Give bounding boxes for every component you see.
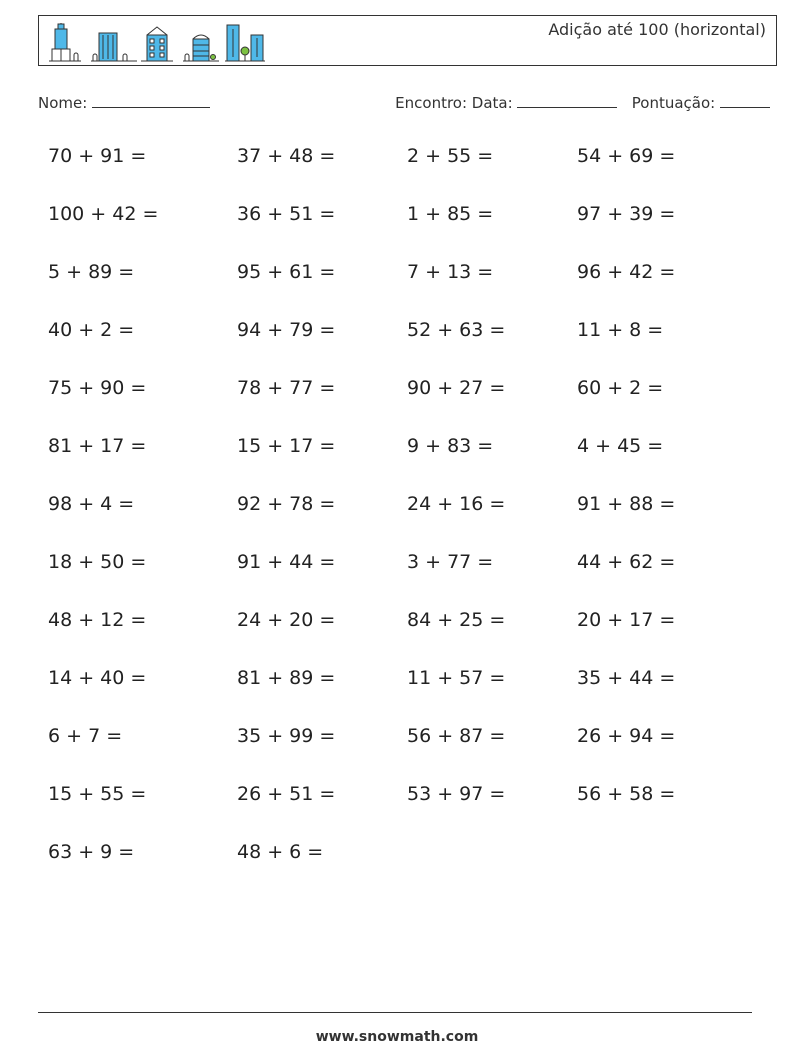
addition-problem: 35 + 44 =: [577, 667, 676, 689]
addition-problem: 3 + 77 =: [407, 551, 494, 573]
score-blank[interactable]: [720, 93, 770, 108]
addition-problem: 35 + 99 =: [237, 725, 336, 747]
addition-problem: 2 + 55 =: [407, 145, 494, 167]
footer-website: www.snowmath.com: [315, 1029, 479, 1045]
addition-problem: 36 + 51 =: [237, 203, 336, 225]
addition-problem: 94 + 79 =: [237, 319, 336, 341]
worksheet-header: [38, 15, 777, 66]
addition-problem: 56 + 58 =: [577, 783, 676, 805]
addition-problem: 56 + 87 =: [407, 725, 506, 747]
addition-problem: 26 + 94 =: [577, 725, 676, 747]
addition-problem: 97 + 39 =: [577, 203, 676, 225]
name-blank[interactable]: [92, 93, 210, 108]
addition-problem: 53 + 97 =: [407, 783, 506, 805]
addition-problem: 96 + 42 =: [577, 261, 676, 283]
name-label: Nome:: [38, 94, 88, 112]
addition-problem: 24 + 16 =: [407, 493, 506, 515]
addition-problem: 48 + 12 =: [48, 609, 147, 631]
addition-problem: 6 + 7 =: [48, 725, 123, 747]
name-field: [38, 93, 210, 112]
addition-problem: 60 + 2 =: [577, 377, 664, 399]
addition-problem: 100 + 42 =: [48, 203, 159, 225]
buildings-icon: [47, 23, 267, 63]
addition-problem: 15 + 55 =: [48, 783, 147, 805]
addition-problem: 81 + 17 =: [48, 435, 147, 457]
addition-problem: 24 + 20 =: [237, 609, 336, 631]
addition-problem: 91 + 44 =: [237, 551, 336, 573]
addition-problem: 9 + 83 =: [407, 435, 494, 457]
addition-problem: 5 + 89 =: [48, 261, 135, 283]
addition-problem: 37 + 48 =: [237, 145, 336, 167]
addition-problem: 11 + 57 =: [407, 667, 506, 689]
addition-problem: 78 + 77 =: [237, 377, 336, 399]
addition-problem: 18 + 50 =: [48, 551, 147, 573]
worksheet-title: Adição até 100 (horizontal): [548, 20, 766, 39]
addition-problem: 15 + 17 =: [237, 435, 336, 457]
addition-problem: 98 + 4 =: [48, 493, 135, 515]
addition-problem: 44 + 62 =: [577, 551, 676, 573]
addition-problem: 54 + 69 =: [577, 145, 676, 167]
score-label: Pontuação:: [631, 94, 716, 112]
addition-problem: 91 + 88 =: [577, 493, 676, 515]
addition-problem: 7 + 13 =: [407, 261, 494, 283]
addition-problem: 63 + 9 =: [48, 841, 135, 863]
footer-divider: [38, 1012, 752, 1013]
addition-problem: 90 + 27 =: [407, 377, 506, 399]
addition-problem: 20 + 17 =: [577, 609, 676, 631]
addition-problem: 40 + 2 =: [48, 319, 135, 341]
addition-problem: 95 + 61 =: [237, 261, 336, 283]
addition-problem: 52 + 63 =: [407, 319, 506, 341]
addition-problem: 11 + 8 =: [577, 319, 664, 341]
addition-problem: 26 + 51 =: [237, 783, 336, 805]
date-blank[interactable]: [517, 93, 617, 108]
addition-problem: 4 + 45 =: [577, 435, 664, 457]
student-info-row: [38, 93, 770, 115]
addition-problem: 14 + 40 =: [48, 667, 147, 689]
addition-problem: 81 + 89 =: [237, 667, 336, 689]
addition-problem: 92 + 78 =: [237, 493, 336, 515]
addition-problem: 1 + 85 =: [407, 203, 494, 225]
addition-problem: 84 + 25 =: [407, 609, 506, 631]
addition-problem: 48 + 6 =: [237, 841, 324, 863]
addition-problem: 75 + 90 =: [48, 377, 147, 399]
encounter-date-label: Encontro: Data:: [395, 94, 513, 112]
addition-problem: 70 + 91 =: [48, 145, 147, 167]
date-score-fields: [395, 93, 770, 112]
